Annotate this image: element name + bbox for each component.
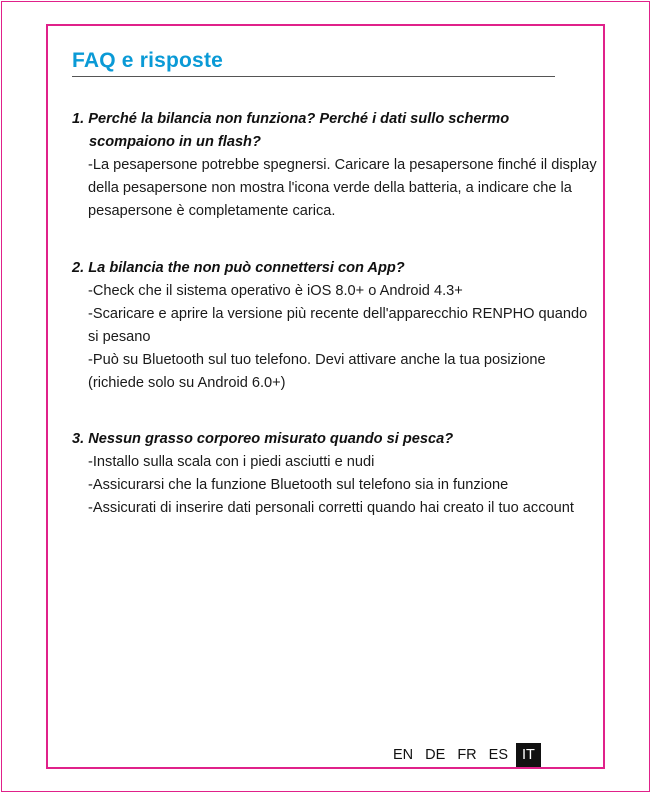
faq-question-text-cont: scompaiono in un flash? — [89, 134, 261, 150]
faq-answer: -Installo sulla scala con i piedi asciutti e nudi — [88, 454, 375, 470]
faq-answers — [72, 154, 597, 223]
faq-question — [72, 428, 597, 451]
faq-answer: -Assicurarsi che la funzione Bluetooth sul telefono sia in funzione — [88, 477, 509, 493]
faq-answer: -Scaricare e aprire la versione più recente dell'apparecchio RENPHO quando si pesano — [88, 306, 588, 345]
faq-question-text: La bilancia the non può connettersi con App? — [88, 260, 405, 276]
faq-item-2 — [72, 257, 597, 395]
faq-item-3 — [72, 428, 597, 520]
faq-question-text: Nessun grasso corporeo misurato quando si pesca? — [88, 431, 454, 447]
faq-answer: -La pesapersone potrebbe spegnersi. Caricare la pesapersone finché il display della pesapersone non mostra l'icona verde della batteria, a indicare che la pesapersone è completamente carica. — [88, 157, 597, 219]
faq-number: 2. — [72, 260, 85, 276]
language-selector — [387, 743, 541, 767]
faq-question-text: Perché la bilancia non funziona? Perché i dati sullo schermo — [88, 111, 510, 127]
faq-number: 3. — [72, 431, 85, 447]
language-fr[interactable]: FR — [457, 747, 477, 763]
title-divider — [72, 76, 555, 77]
faq-question — [72, 108, 597, 154]
faq-answer: -Può su Bluetooth sul tuo telefono. Devi attivare anche la tua posizione (richiede solo su Android 6.0+) — [88, 352, 546, 391]
page-title: FAQ e risposte — [72, 49, 224, 72]
faq-answer: -Assicurati di inserire dati personali corretti quando hai creato il tuo account — [88, 500, 574, 516]
faq-answers — [72, 280, 597, 395]
faq-answers — [72, 451, 597, 520]
faq-question — [72, 257, 597, 280]
language-de[interactable]: DE — [425, 747, 446, 763]
faq-item-1 — [72, 108, 597, 223]
faq-answer: -Check che il sistema operativo è iOS 8.0+ o Android 4.3+ — [88, 283, 463, 299]
language-it[interactable]: IT — [516, 743, 541, 767]
language-es[interactable]: ES — [488, 747, 508, 763]
faq-number: 1. — [72, 111, 85, 127]
language-en[interactable]: EN — [393, 747, 414, 763]
